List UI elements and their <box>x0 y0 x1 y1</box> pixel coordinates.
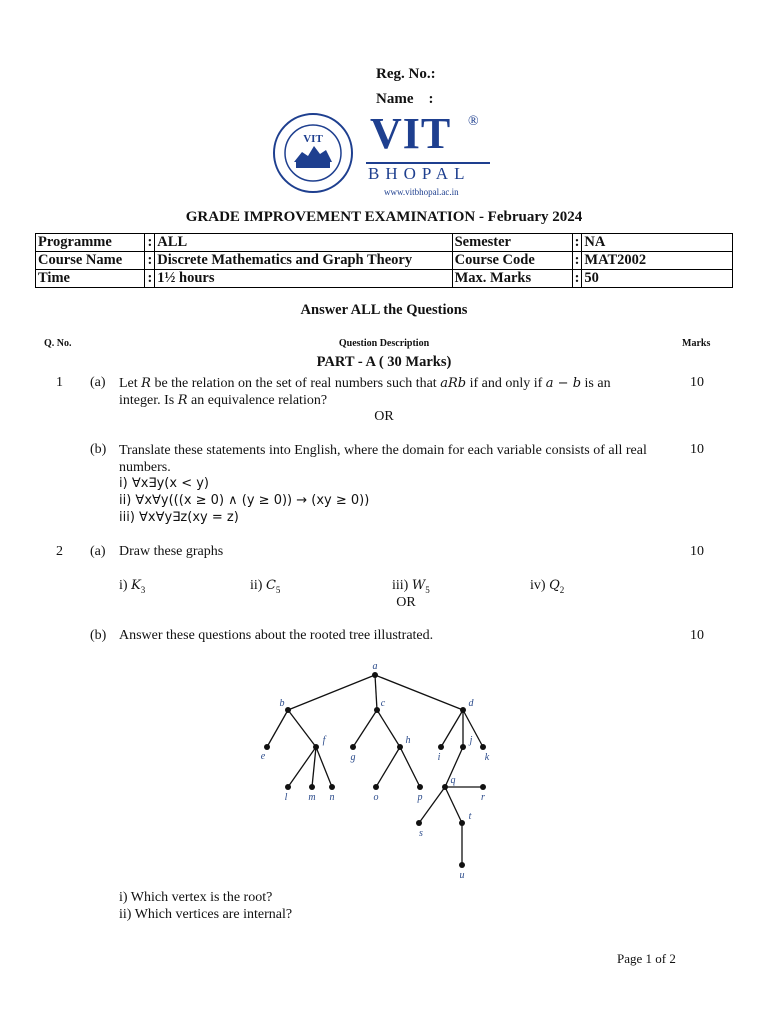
tree-vertex-label-t: t <box>468 811 472 822</box>
tree-vertex-r <box>480 784 486 790</box>
tree-edge-f-m <box>312 747 316 787</box>
colon: : <box>145 270 155 288</box>
table-row <box>36 252 733 270</box>
tree-vertex-label-p: p <box>417 792 423 803</box>
tree-vertex-label-e: e <box>260 751 266 762</box>
tree-edge-f-l <box>288 747 316 787</box>
graph-w5: iii) $W_5$ <box>392 578 430 595</box>
tree-vertex-d <box>460 707 466 713</box>
name-label: Name : <box>376 91 434 107</box>
subpart-label: (b) <box>90 442 107 457</box>
or-separator: OR <box>396 595 416 610</box>
tree-vertex-q <box>442 784 448 790</box>
graph-c5: ii) $C_5$ <box>250 578 281 595</box>
course-info-table <box>35 233 733 288</box>
tree-edge-h-p <box>400 747 420 787</box>
tree-vertex-label-n: n <box>329 792 335 803</box>
tree-vertex-p <box>417 784 423 790</box>
statement-ii: ii) ∀x∀y(((x ≥ 0) ∧ (y ≥ 0)) → (xy ≥ 0)) <box>119 493 370 508</box>
tree-vertex-label-i: i <box>437 752 441 763</box>
tree-vertex-b <box>285 707 291 713</box>
programme-value: ALL <box>155 234 452 252</box>
tree-edge-q-s <box>419 787 445 823</box>
max-marks-label: Max. Marks <box>452 270 572 288</box>
time-value: 1½ hours <box>155 270 452 288</box>
tree-vertex-label-k: k <box>484 752 490 763</box>
colon: : <box>572 252 582 270</box>
tree-vertex-label-b: b <box>279 698 285 709</box>
subpart-label: (a) <box>90 375 106 390</box>
tree-edge-b-f <box>288 710 316 747</box>
course-code-label: Course Code <box>452 252 572 270</box>
vit-seal-logo <box>272 112 354 194</box>
q1b-text: Translate these statements into English, where the domain for each variable consists of all real numbers. <box>119 443 647 475</box>
max-marks-value: 50 <box>582 270 733 288</box>
course-code-value: MAT2002 <box>582 252 733 270</box>
vit-logo-text: VIT <box>370 109 452 158</box>
statement-iii: iii) ∀x∀y∃z(xy = z) <box>119 510 239 525</box>
tree-vertex-label-a: a <box>372 661 378 672</box>
tree-edge-f-n <box>316 747 332 787</box>
tree-vertex-o <box>373 784 379 790</box>
programme-label: Programme <box>36 234 145 252</box>
colon: : <box>572 270 582 288</box>
tree-vertex-label-f: f <box>322 735 326 746</box>
tree-vertex-label-d: d <box>468 698 474 709</box>
tree-edge-a-b <box>288 675 375 710</box>
tree-edge-h-o <box>376 747 400 787</box>
marks-value: 10 <box>690 628 704 643</box>
or-separator: OR <box>374 409 394 424</box>
tree-vertex-i <box>438 744 444 750</box>
tree-edge-c-h <box>377 710 400 747</box>
q1a-text: Let R be the relation on the set of real numbers such that aRb if and only if a − b is an integer. Is R an equivalence relation? <box>119 376 611 408</box>
table-row <box>36 234 733 252</box>
q2b-text: Answer these questions about the rooted tree illustrated. <box>119 628 434 643</box>
colon: : <box>572 234 582 252</box>
course-name-value: Discrete Mathematics and Graph Theory <box>155 252 452 270</box>
tree-edge-c-g <box>353 710 377 747</box>
colon: : <box>145 234 155 252</box>
semester-value: NA <box>582 234 733 252</box>
time-label: Time <box>36 270 145 288</box>
tree-vertex-l <box>285 784 291 790</box>
tree-vertex-a <box>372 672 378 678</box>
seal-inner-text: VIT <box>303 133 323 145</box>
tree-vertex-label-l: l <box>284 792 288 803</box>
registered-mark: ® <box>468 114 479 129</box>
tree-vertex-label-q: q <box>450 775 456 786</box>
page-number: Page 1 of 2 <box>617 951 676 966</box>
tree-vertex-k <box>480 744 486 750</box>
marks-value: 10 <box>690 375 704 390</box>
tree-vertex-n <box>329 784 335 790</box>
graph-k3: i) $K_3$ <box>119 578 146 595</box>
tree-vertex-h <box>397 744 403 750</box>
tree-vertex-j <box>460 744 466 750</box>
tree-vertex-label-j: j <box>469 735 473 746</box>
subpart-label: (a) <box>90 544 106 559</box>
tree-vertex-label-r: r <box>481 792 485 803</box>
graph-q2: iv) $Q_2$ <box>530 578 565 595</box>
description-header: Question Description <box>338 338 430 349</box>
tree-edge-a-c <box>375 675 377 710</box>
tree-edge-d-i <box>441 710 463 747</box>
table-row <box>36 270 733 288</box>
tree-vertex-g <box>350 744 356 750</box>
reg-no-label: Reg. No.: <box>376 66 436 82</box>
tree-vertex-label-o: o <box>373 792 379 803</box>
tree-vertex-f <box>313 744 319 750</box>
tree-vertex-s <box>416 820 422 826</box>
rooted-tree-figure <box>255 660 505 885</box>
marks-header: Marks <box>682 338 711 349</box>
part-a-heading: PART - A ( 30 Marks) <box>316 354 452 370</box>
course-name-label: Course Name <box>36 252 145 270</box>
tree-edge-d-k <box>463 710 483 747</box>
tree-vertex-label-h: h <box>405 735 411 746</box>
instruction: Answer ALL the Questions <box>300 302 468 318</box>
qno-header: Q. No. <box>44 338 72 349</box>
tree-vertex-label-s: s <box>419 828 423 839</box>
tree-vertex-e <box>264 744 270 750</box>
tree-edge-b-e <box>267 710 288 747</box>
q2a-text: Draw these graphs <box>119 544 224 559</box>
q2b-question-i: i) Which vertex is the root? <box>119 890 273 905</box>
vit-logo-subtitle: BHOPAL <box>368 164 471 183</box>
tree-edge-a-d <box>375 675 463 710</box>
vit-url: www.vitbhopal.ac.in <box>384 187 459 197</box>
colon: : <box>145 252 155 270</box>
tree-vertex-u <box>459 862 465 868</box>
marks-value: 10 <box>690 442 704 457</box>
statement-i: i) ∀x∃y(x < y) <box>119 476 209 491</box>
tree-vertex-label-g: g <box>350 752 356 763</box>
question-number: 1 <box>56 375 63 390</box>
tree-edge-q-t <box>445 787 462 823</box>
marks-value: 10 <box>690 544 704 559</box>
tree-vertex-label-m: m <box>308 792 316 803</box>
q2b-question-ii: ii) Which vertices are internal? <box>119 907 293 922</box>
exam-title: GRADE IMPROVEMENT EXAMINATION - February 2024 <box>185 209 583 225</box>
subpart-label: (b) <box>90 628 107 643</box>
tree-vertex-t <box>459 820 465 826</box>
question-number: 2 <box>56 544 63 559</box>
tree-vertex-label-c: c <box>380 698 386 709</box>
tree-vertex-m <box>309 784 315 790</box>
tree-vertex-label-u: u <box>459 870 465 880</box>
semester-label: Semester <box>452 234 572 252</box>
tree-vertex-c <box>374 707 380 713</box>
